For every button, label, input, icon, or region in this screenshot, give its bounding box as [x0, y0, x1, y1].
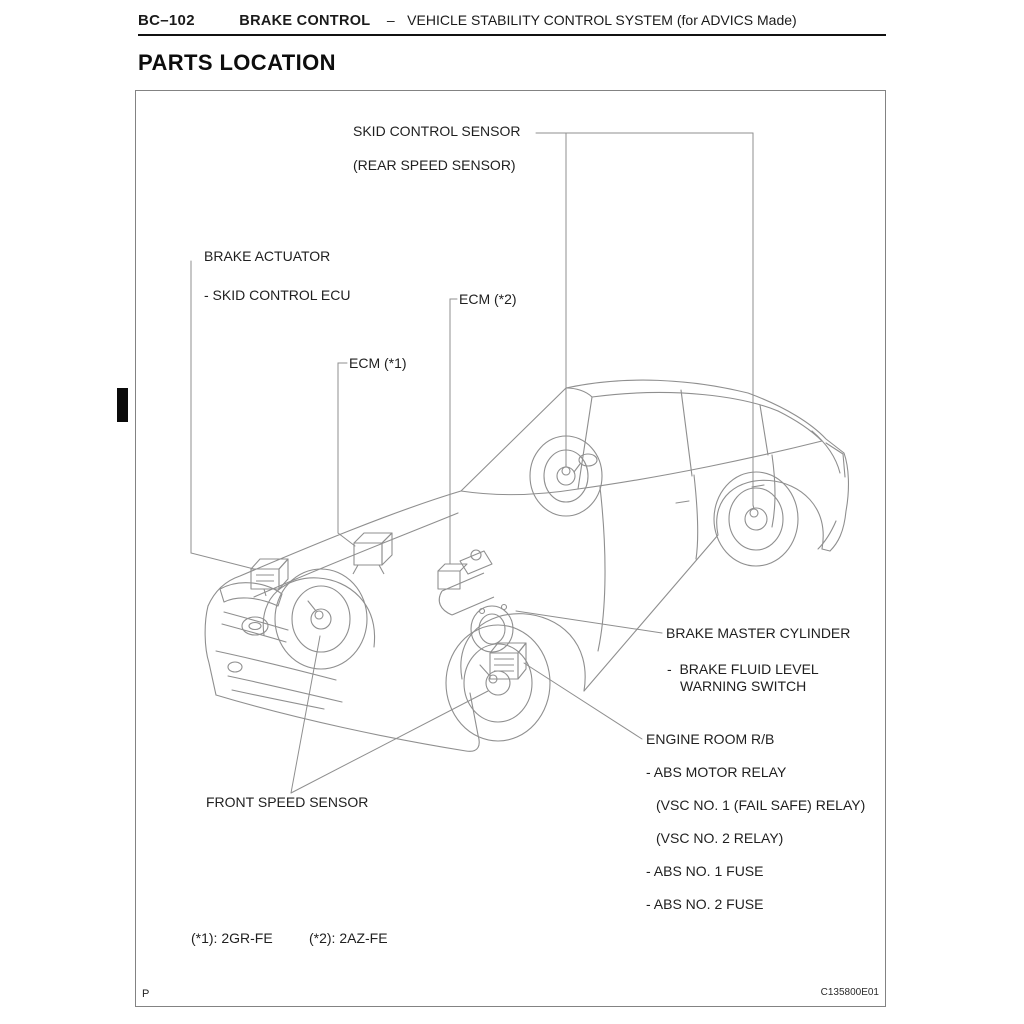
label-warning-switch: WARNING SWITCH: [680, 678, 807, 694]
page-header: [138, 12, 886, 30]
label-skid-control-ecu: - SKID CONTROL ECU: [204, 287, 351, 303]
page-edge-mark: [117, 388, 128, 422]
components: [251, 533, 526, 679]
label-brake-master-cylinder: BRAKE MASTER CYLINDER: [666, 625, 851, 641]
page-title: PARTS LOCATION: [138, 50, 336, 75]
label-engine-room-rb: ENGINE ROOM R/B: [646, 731, 775, 747]
leader-lines: [191, 133, 753, 793]
label-footnote-1: (*1): 2GR-FE: [191, 930, 273, 946]
label-abs-no1-fuse: - ABS NO. 1 FUSE: [646, 863, 764, 879]
car-diagram-art: [136, 91, 887, 1009]
parts-location-figure: [135, 90, 886, 1007]
label-front-speed-sensor: FRONT SPEED SENSOR: [206, 794, 369, 810]
label-skid-control-sensor: SKID CONTROL SENSOR: [353, 123, 521, 139]
label-rear-speed-sensor: (REAR SPEED SENSOR): [353, 157, 516, 173]
label-ecm-1: ECM (*1): [349, 355, 407, 371]
figure-code: C135800E01: [820, 987, 879, 998]
label-footnote-2: (*2): 2AZ-FE: [309, 930, 388, 946]
header-rule: [138, 34, 886, 36]
header-dash: –: [386, 12, 395, 28]
label-ecm-2: ECM (*2): [459, 291, 517, 307]
label-brake-actuator: BRAKE ACTUATOR: [204, 248, 331, 264]
section-title: BRAKE CONTROL: [239, 13, 371, 29]
label-brake-fluid-level: - BRAKE FLUID LEVEL: [667, 661, 819, 677]
page-number: BC–102: [138, 12, 195, 29]
label-abs-no2-fuse: - ABS NO. 2 FUSE: [646, 896, 764, 912]
system-subtitle: VEHICLE STABILITY CONTROL SYSTEM (for ADVICS Made): [407, 12, 797, 28]
label-vsc-no1-relay: (VSC NO. 1 (FAIL SAFE) RELAY): [656, 797, 866, 813]
figure-footer-left: P: [142, 988, 150, 1000]
wheels: [275, 436, 798, 741]
label-abs-motor-relay: - ABS MOTOR RELAY: [646, 764, 787, 780]
label-vsc-no2-relay: (VSC NO. 2 RELAY): [656, 830, 784, 846]
